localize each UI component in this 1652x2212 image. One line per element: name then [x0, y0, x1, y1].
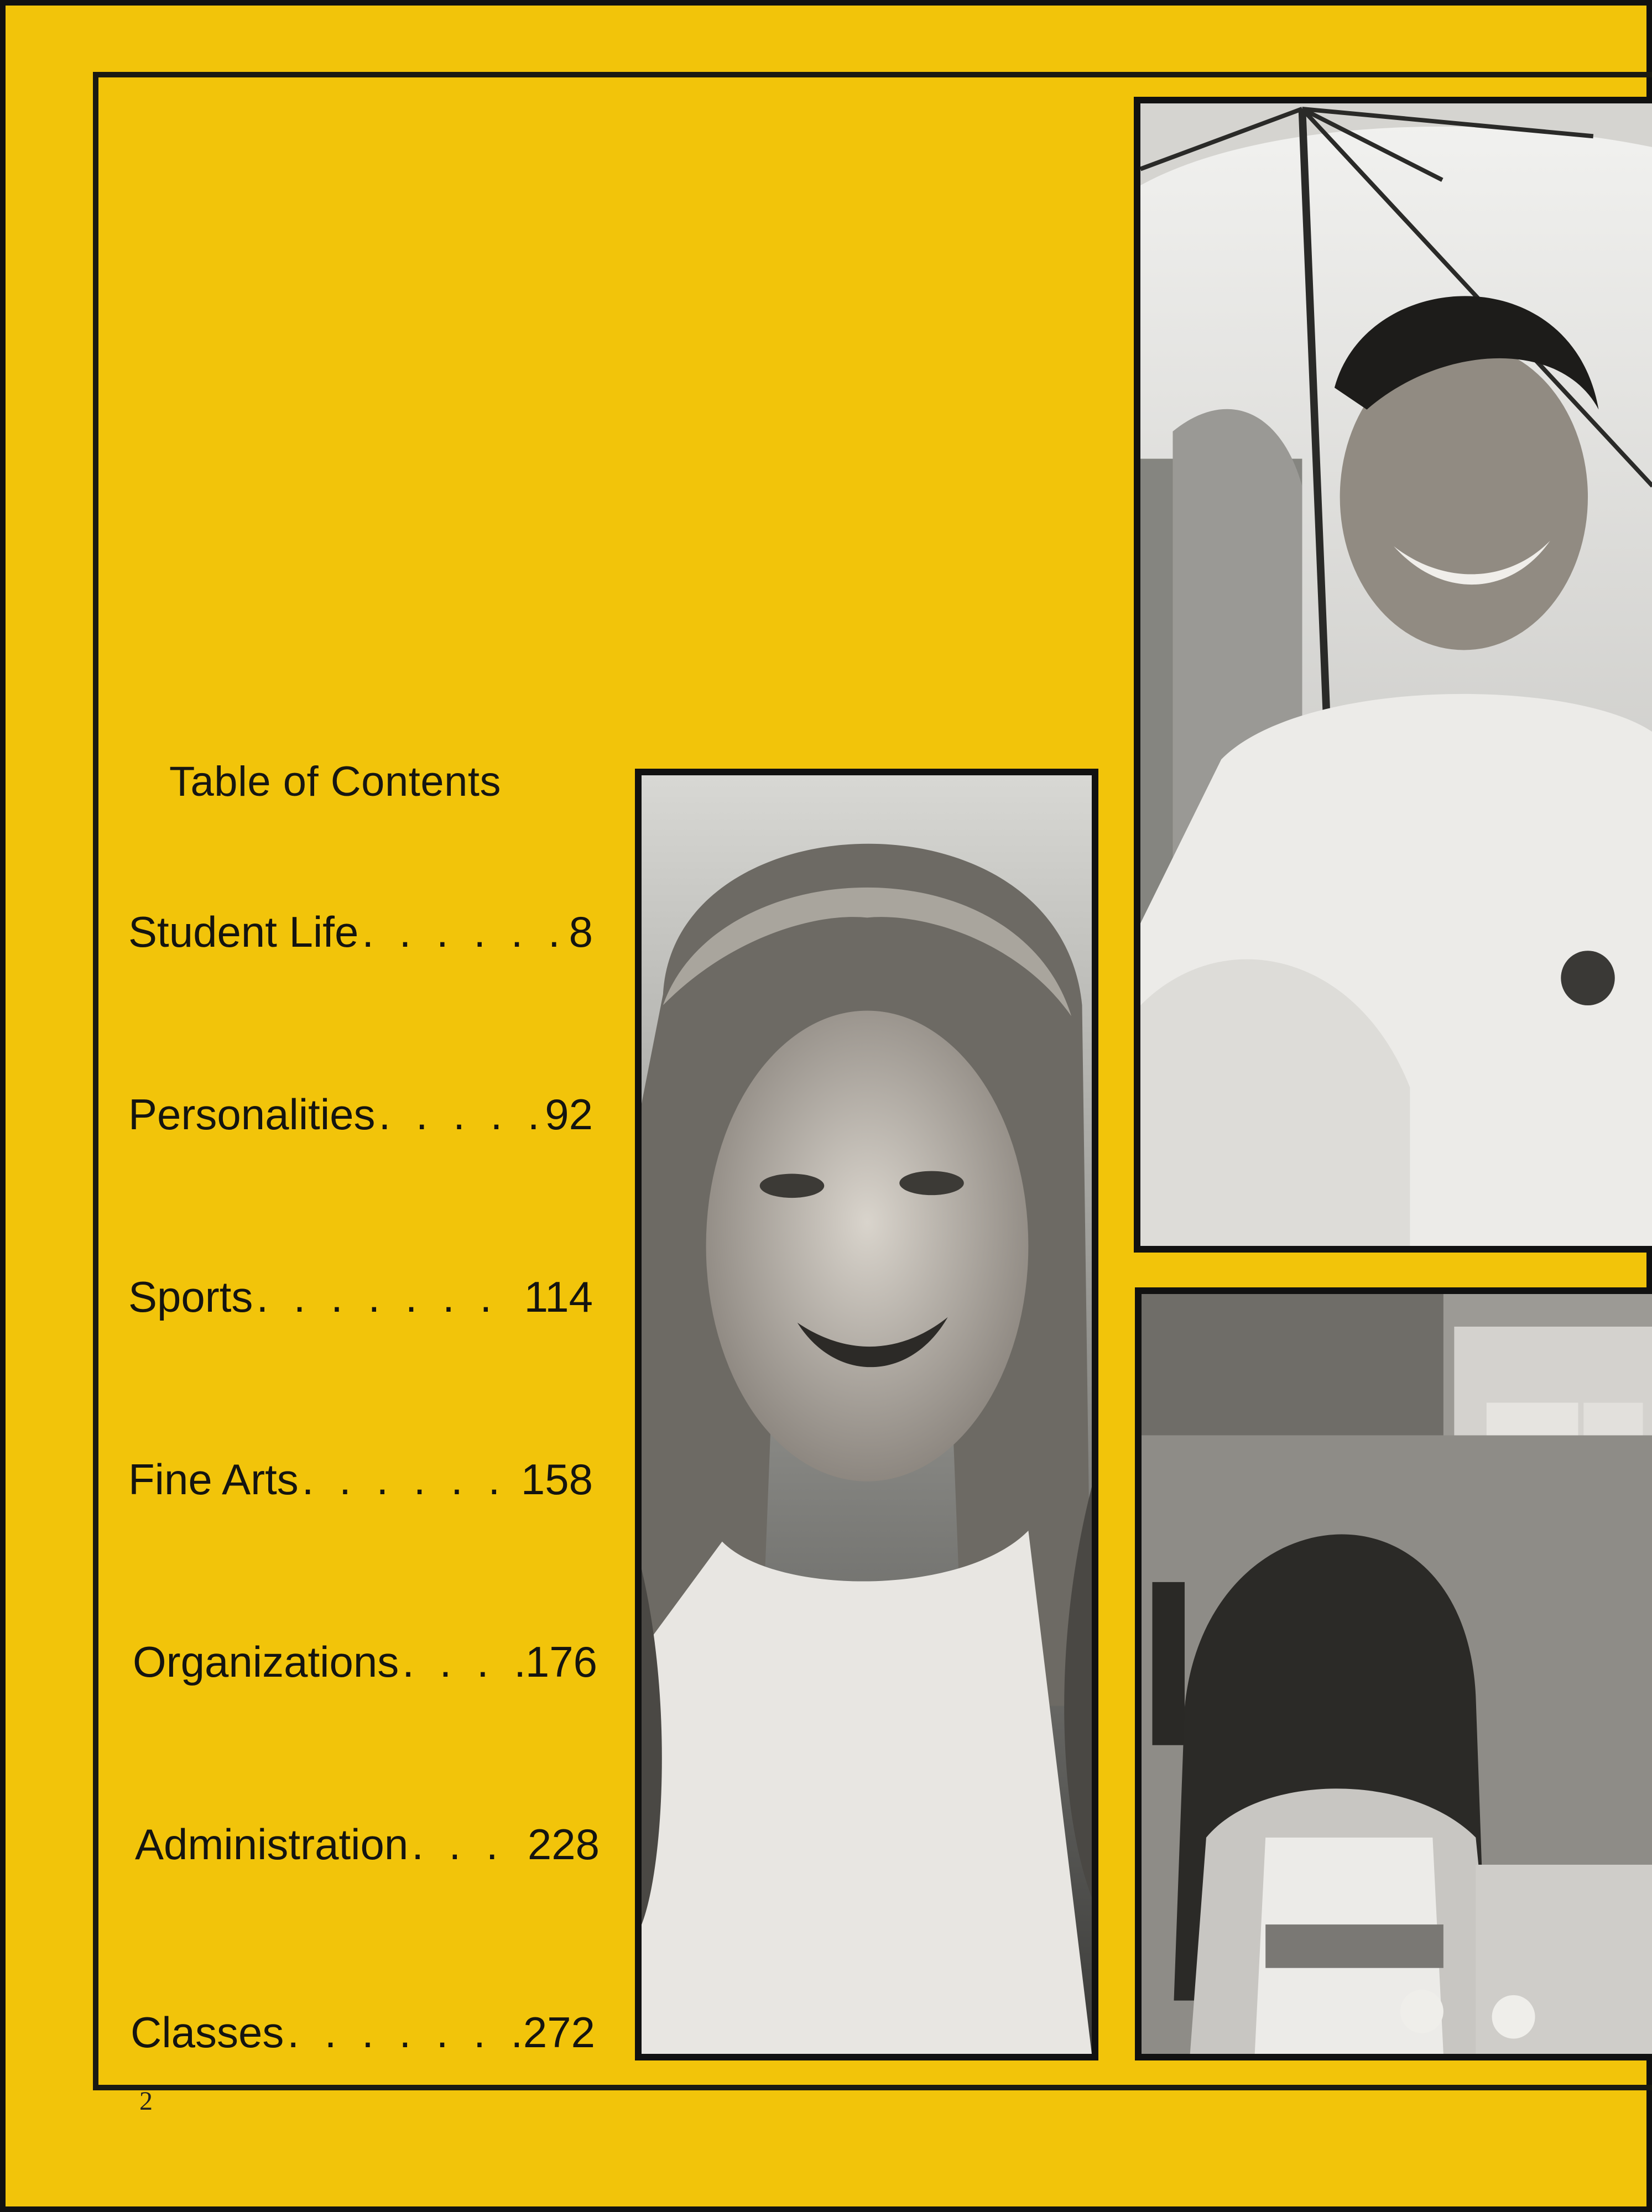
toc-entry-label: Sports	[128, 1272, 253, 1321]
toc-entry-page: 158	[520, 1455, 593, 1504]
toc-entry-label: Classes	[131, 2008, 284, 2057]
page-number: 2	[139, 2086, 153, 2116]
toc-entry-label: Administration	[135, 1820, 409, 1869]
toc-leader-dots	[379, 1089, 542, 1140]
toc-leader-dots	[287, 2007, 519, 2058]
toc-title: Table of Contents	[169, 758, 501, 805]
toc-entry-sports[interactable]	[128, 1272, 593, 1333]
toc-entry-page: 228	[527, 1820, 600, 1869]
toc-entry-label: Student Life	[128, 907, 359, 956]
toc-leader-dots	[362, 907, 565, 957]
toc-entry-page: 92	[545, 1090, 593, 1139]
toc-entry-organizations[interactable]	[133, 1637, 597, 1698]
toc-entry-label: Fine Arts	[128, 1455, 299, 1504]
toc-entry-page: 272	[523, 2008, 595, 2057]
toc-entry-page: 8	[569, 907, 593, 956]
toc-entry-administration[interactable]	[135, 1819, 600, 1880]
toc-entry-personalities[interactable]	[128, 1089, 593, 1150]
photo-girl-in-lab	[1135, 1287, 1652, 2060]
toc-entry-classes[interactable]	[131, 2007, 595, 2068]
toc-leader-dots	[302, 1454, 518, 1505]
toc-entry-student-life[interactable]	[128, 907, 593, 968]
toc-entry-label: Organizations	[133, 1637, 399, 1686]
toc-leader-dots	[402, 1637, 522, 1687]
toc-leader-dots	[411, 1819, 524, 1870]
toc-entry-page: 176	[525, 1637, 597, 1686]
toc-entry-fine-arts[interactable]	[128, 1454, 593, 1515]
toc-entry-label: Personalities	[128, 1090, 376, 1139]
toc-entry-page: 114	[524, 1272, 593, 1321]
photo-woman-with-umbrella	[1134, 97, 1652, 1253]
toc-leader-dots	[256, 1272, 520, 1322]
photo-smiling-girl	[635, 769, 1098, 2060]
